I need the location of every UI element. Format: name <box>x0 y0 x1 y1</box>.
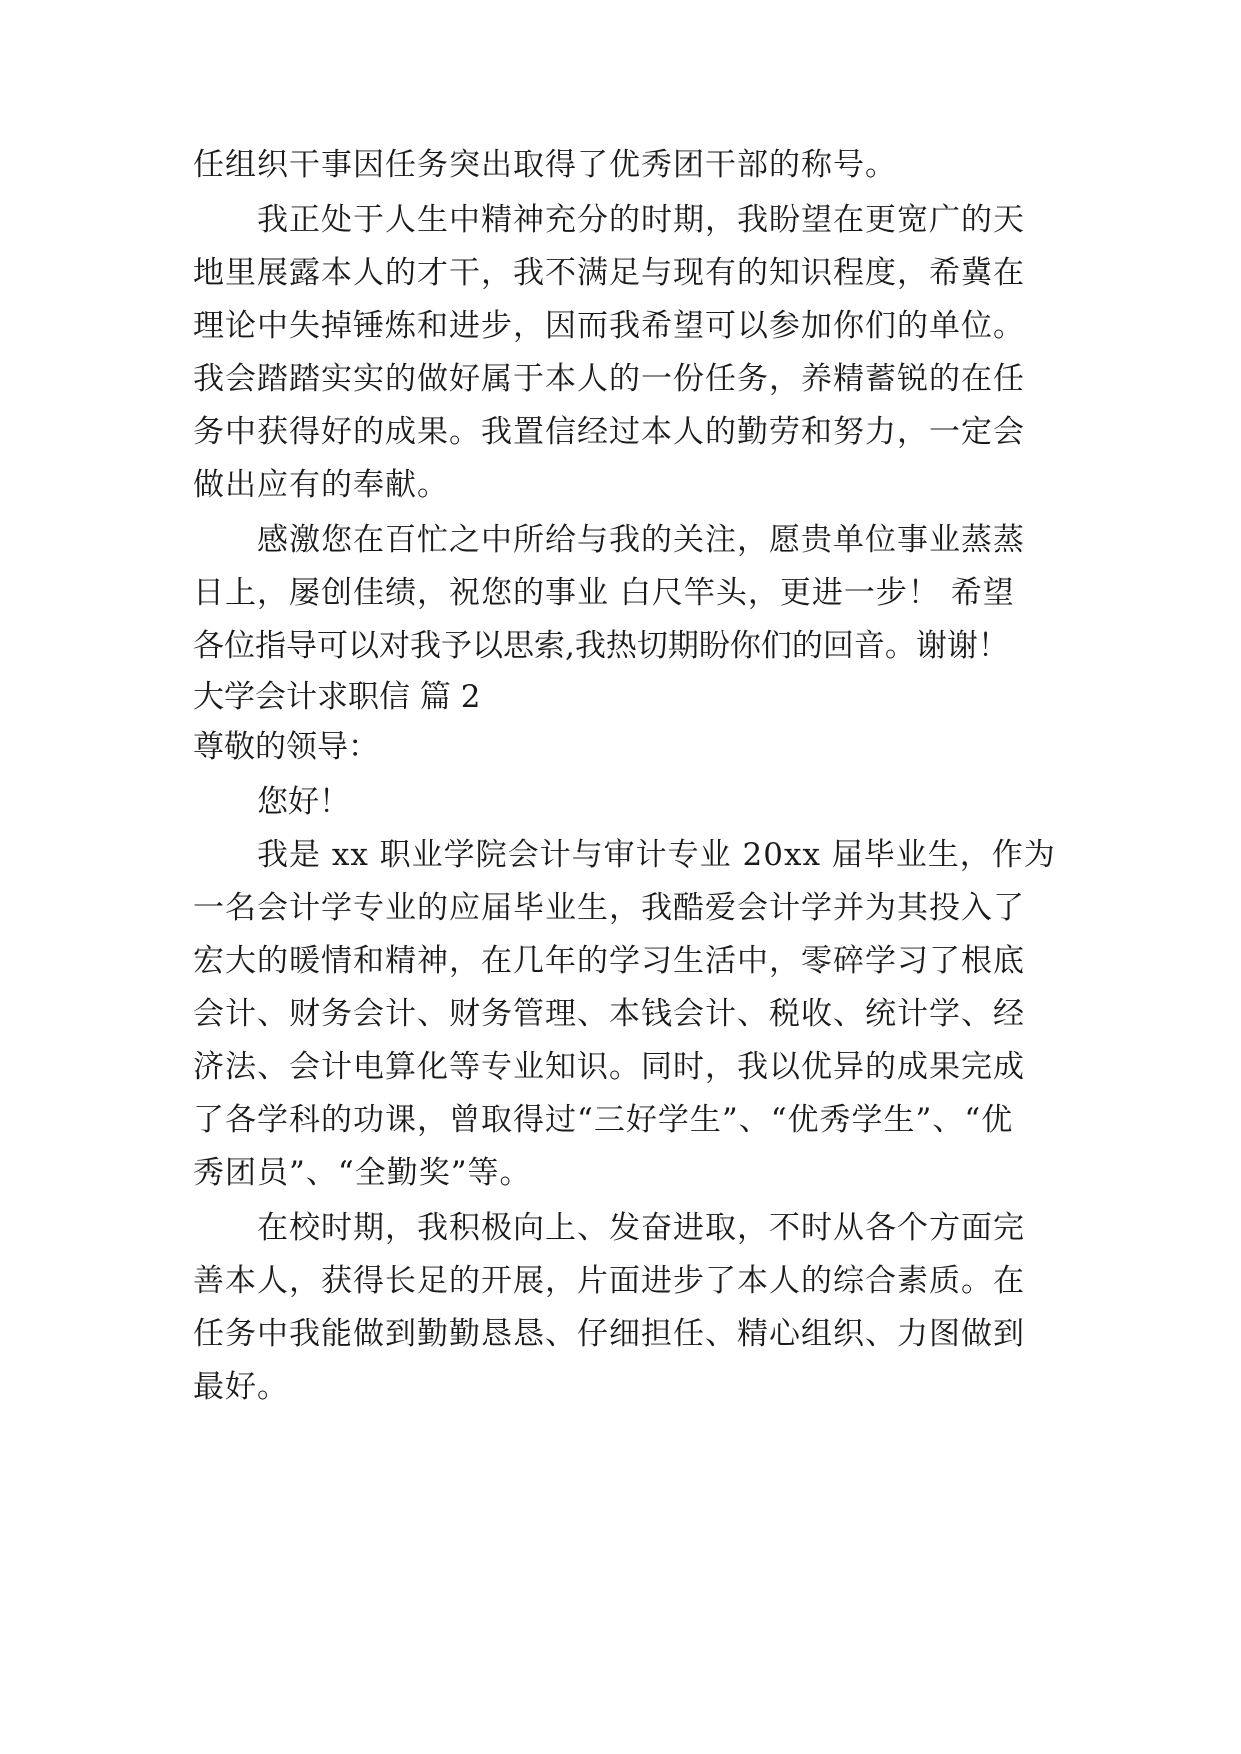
text-line: 任务中我能做到勤勤恳恳、仔细担任、精心组织、力图做到 <box>193 1316 1025 1352</box>
salutation: 尊敬的领导： <box>193 729 379 765</box>
text-line: 务中获得好的成果。我置信经过本人的勤劳和努力，一定会 <box>193 414 1025 450</box>
text-line: 地里展露本人的才干，我不满足与现有的知识程度，希冀在 <box>193 255 1025 291</box>
text-line: 做出应有的奉献。 <box>193 467 449 503</box>
text-line: 善本人，获得长足的开展，片面进步了本人的综合素质。在 <box>193 1263 1025 1299</box>
paragraph-first-line: 在校时期，我积极向上、发奋进取，不时从各个方面完 <box>257 1210 1025 1246</box>
text-line: 各位指导可以对我予以思索,我热切期盼你们的回音。谢谢！ <box>193 628 1009 664</box>
text-line: 了各学科的功课，曾取得过“三好学生”、“优秀学生”、“优 <box>193 1102 1014 1138</box>
text-line: 日上，屡创佳绩，祝您的事业 白尺竿头，更进一步！ 希望 <box>193 575 1015 611</box>
text-line: 秀团员”、“全勤奖”等。 <box>193 1155 532 1191</box>
text-line: 会计、财务会计、财务管理、本钱会计、税收、统计学、经 <box>193 996 1025 1032</box>
greeting: 您好！ <box>257 784 350 820</box>
text-line: 一名会计学专业的应届毕业生，我酷爱会计学并为其投入了 <box>193 890 1025 926</box>
text-line: 我会踏踏实实的做好属于本人的一份任务，养精蓄锐的在任 <box>193 361 1025 397</box>
text-line: 最好。 <box>193 1369 289 1405</box>
text-line: 宏大的暖情和精神，在几年的学习生活中，零碎学习了根底 <box>193 943 1025 979</box>
paragraph-first-line: 我正处于人生中精神充分的时期，我盼望在更宽广的天 <box>257 202 1025 238</box>
section-heading: 大学会计求职信 篇 2 <box>193 679 481 715</box>
text-line: 理论中失掉锤炼和进步，因而我希望可以参加你们的单位。 <box>193 308 1025 344</box>
text-line: 济法、会计电算化等专业知识。同时，我以优异的成果完成 <box>193 1049 1025 1085</box>
paragraph-first-line: 感激您在百忙之中所给与我的关注，愿贵单位事业蒸蒸 <box>257 522 1025 558</box>
text-line: 任组织干事因任务突出取得了优秀团干部的称号。 <box>193 147 897 183</box>
paragraph-first-line: 我是 xx 职业学院会计与审计专业 20xx 届毕业生，作为 <box>257 837 1056 873</box>
